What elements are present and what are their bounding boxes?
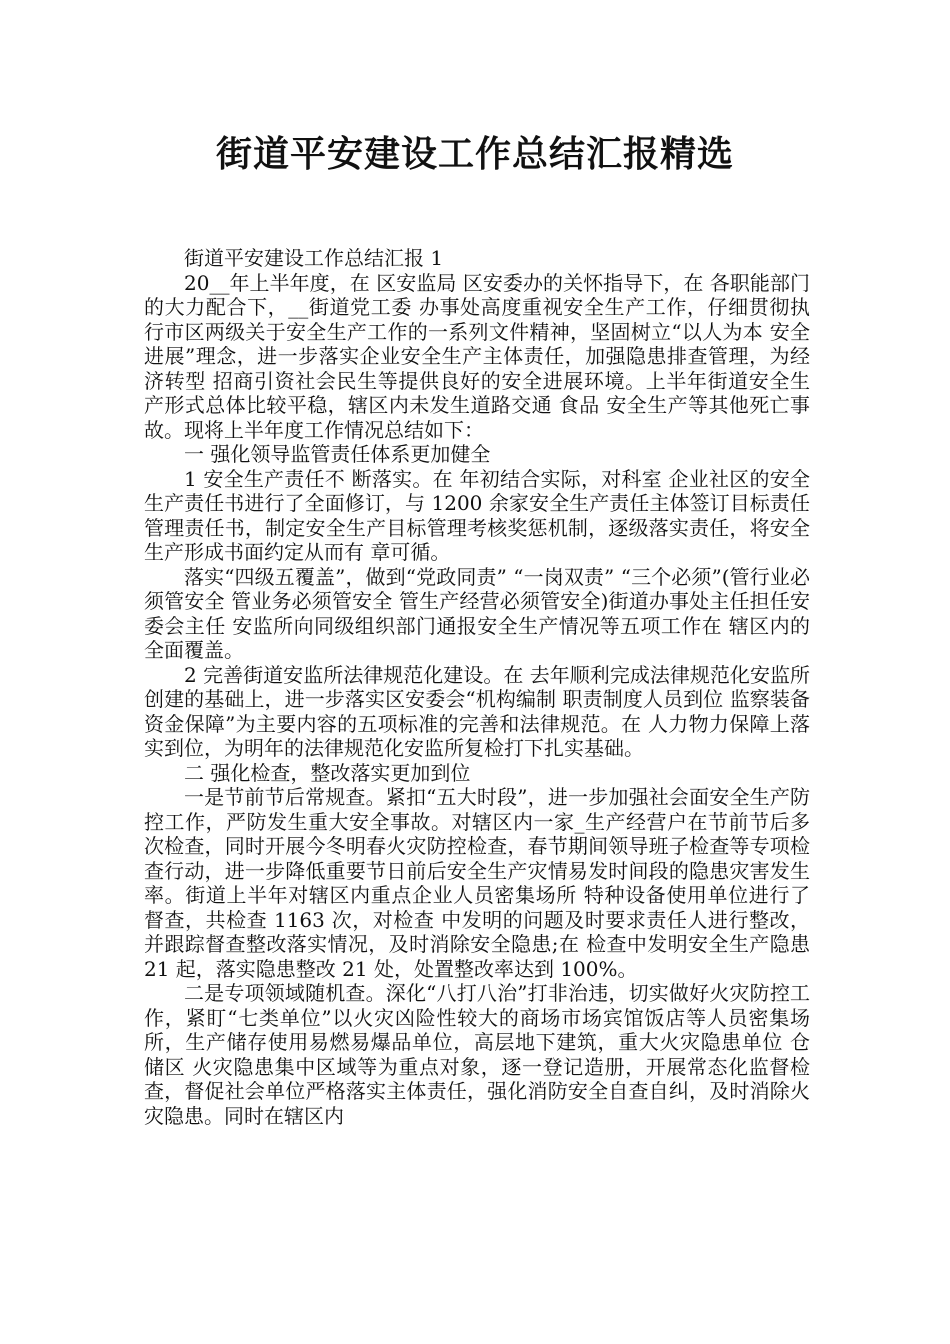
section-heading: 二 强化检查，整改落实更加到位 bbox=[184, 760, 471, 785]
document-title: 街道平安建设工作总结汇报精选 bbox=[215, 133, 734, 175]
paragraph-heading: 街道平安建设工作总结汇报 1 bbox=[184, 246, 444, 270]
paragraph: 落实“四级五覆盖”，做到“党政同责” “一岗双责” “三个必须”(管行业必须管安全 管业务必须管安全 管生产经营必须管安全)街道办事处主任担任安委会主任 安监所向同级组织部门通报安全生产情况等五项工作在 辖区内的全面覆盖。 bbox=[144, 564, 810, 662]
document-body bbox=[144, 246, 810, 1128]
paragraph: 一是节前节后常规查。紧扣“五大时段”，进一步加强社会面安全生产防控工作，严防发生重大安全事故。对辖区内一家_生产经营户在节前节后多次检查，同时开展今冬明春火灾防控检查，春节期间领导班子检查等专项检查行动，进一步降低重要节日前后安全生产灾情易发时间段的隐患灾害发生率。街道上半年对辖区内重点企业人员密集场所 特种设备使用单位进行了 督查，共检查 1163 次，对检查 中发明的问题及时要求责任人进行整改，并跟踪督查整改落实情况，及时消除安全隐患;在 检查中发明安全生产隐患 21 起，落实隐患整改 21 处，处置整改率达到 100%。 bbox=[144, 785, 810, 981]
paragraph: 1 安全生产责任不 断落实。在 年初结合实际，对科室 企业社区的安全生产责任书进行了全面修订，与 1200 余家安全生产责任主体签订目标责任管理责任书，制定安全生产目标管理考核奖惩机制，逐级落实责任，将安全生产形成书面约定从而有 章可循。 bbox=[144, 466, 810, 564]
paragraph: 二是专项领域随机查。深化“八打八治”打非治违，切实做好火灾防控工作，紧盯“七类单位”以火灾凶险性较大的商场市场宾馆饭店等人员密集场所，生产储存使用易燃易爆品单位，高层地下建筑，重大火灾隐患单位 仓储区 火灾隐患集中区域等为重点对象，逐一登记造册，开展常态化监督检查，督促社会单位严格落实主体责任，强化消防安全自查自纠，及时消除火灾隐患。同时在辖区内 bbox=[144, 981, 810, 1128]
paragraph: 2 完善街道安监所法律规范化建设。在 去年顺利完成法律规范化安监所创建的基础上，进一步落实区安委会“机构编制 职责制度人员到位 监察装备资金保障”为主要内容的五项标准的完善和法律规范。在 人力物力保障上落实到位，为明年的法律规范化安监所复检打下扎实基础。 bbox=[144, 662, 810, 760]
section-heading: 一 强化领导监管责任体系更加健全 bbox=[184, 442, 491, 466]
paragraph: 20__年上半年度，在 区安监局 区安委办的关怀指导下，在 各职能部门的大力配合下，__街道党工委 办事处高度重视安全生产工作，仔细贯彻执行市区两级关于安全生产工作的一系列文件精神，坚固树立“以人为本 安全进展”理念，进一步落实企业安全生产主体责任，加强隐患排查管理，为经济转型 招商引资社会民生等提供良好的安全进展环境。上半年街道安全生产形式总体比较平稳，辖区内未发生道路交通 食品 安全生产等其他死亡事故。现将上半年度工作情况总结如下： bbox=[144, 270, 810, 442]
